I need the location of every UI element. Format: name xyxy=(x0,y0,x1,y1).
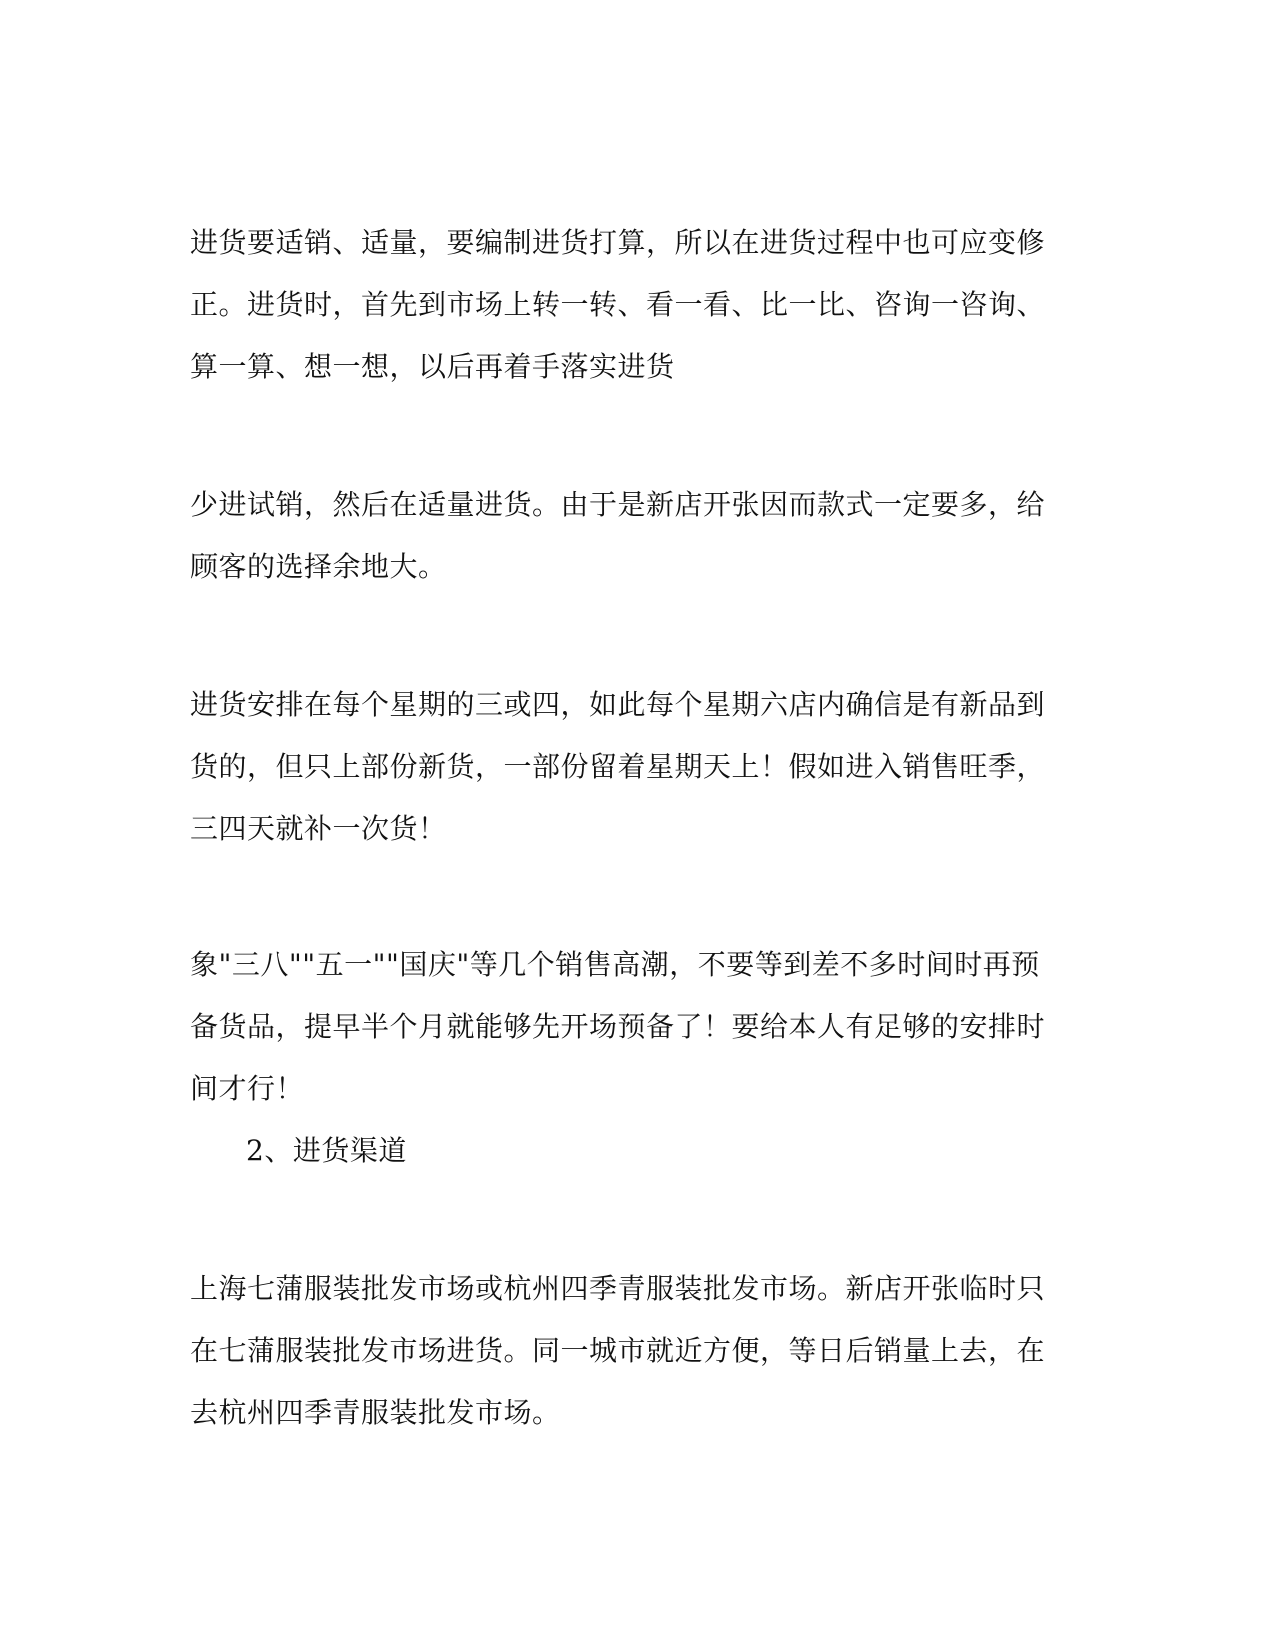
paragraph-line: 进货要适销、适量，要编制进货打算，所以在进货过程中也可应变修 xyxy=(190,226,1046,259)
section-heading: 2、进货渠道 xyxy=(246,1134,407,1167)
paragraph-line: 货的，但只上部份新货，一部份留着星期天上！假如进入销售旺季， xyxy=(190,750,1046,783)
paragraph-line: 少进试销，然后在适量进货。由于是新店开张因而款式一定要多，给 xyxy=(190,488,1046,521)
paragraph-line: 三四天就补一次货！ xyxy=(190,812,447,845)
paragraph-line: 正。进货时，首先到市场上转一转、看一看、比一比、咨询一咨询、 xyxy=(190,288,1046,321)
paragraph-line: 上海七蒲服装批发市场或杭州四季青服装批发市场。新店开张临时只 xyxy=(190,1272,1046,1305)
paragraph-line: 进货安排在每个星期的三或四，如此每个星期六店内确信是有新品到 xyxy=(190,688,1046,721)
paragraph-line: 算一算、想一想，以后再着手落实进货 xyxy=(190,350,675,383)
paragraph-line: 间才行！ xyxy=(190,1072,305,1105)
paragraph-line: 象"三八""五一""国庆"等几个销售高潮，不要等到差不多时间时再预 xyxy=(190,948,1040,981)
paragraph-line: 在七蒲服装批发市场进货。同一城市就近方便，等日后销量上去，在 xyxy=(190,1334,1046,1367)
paragraph-line: 顾客的选择余地大。 xyxy=(190,550,447,583)
paragraph-line: 去杭州四季青服装批发市场。 xyxy=(190,1396,561,1429)
paragraph-line: 备货品，提早半个月就能够先开场预备了！要给本人有足够的安排时 xyxy=(190,1010,1046,1043)
